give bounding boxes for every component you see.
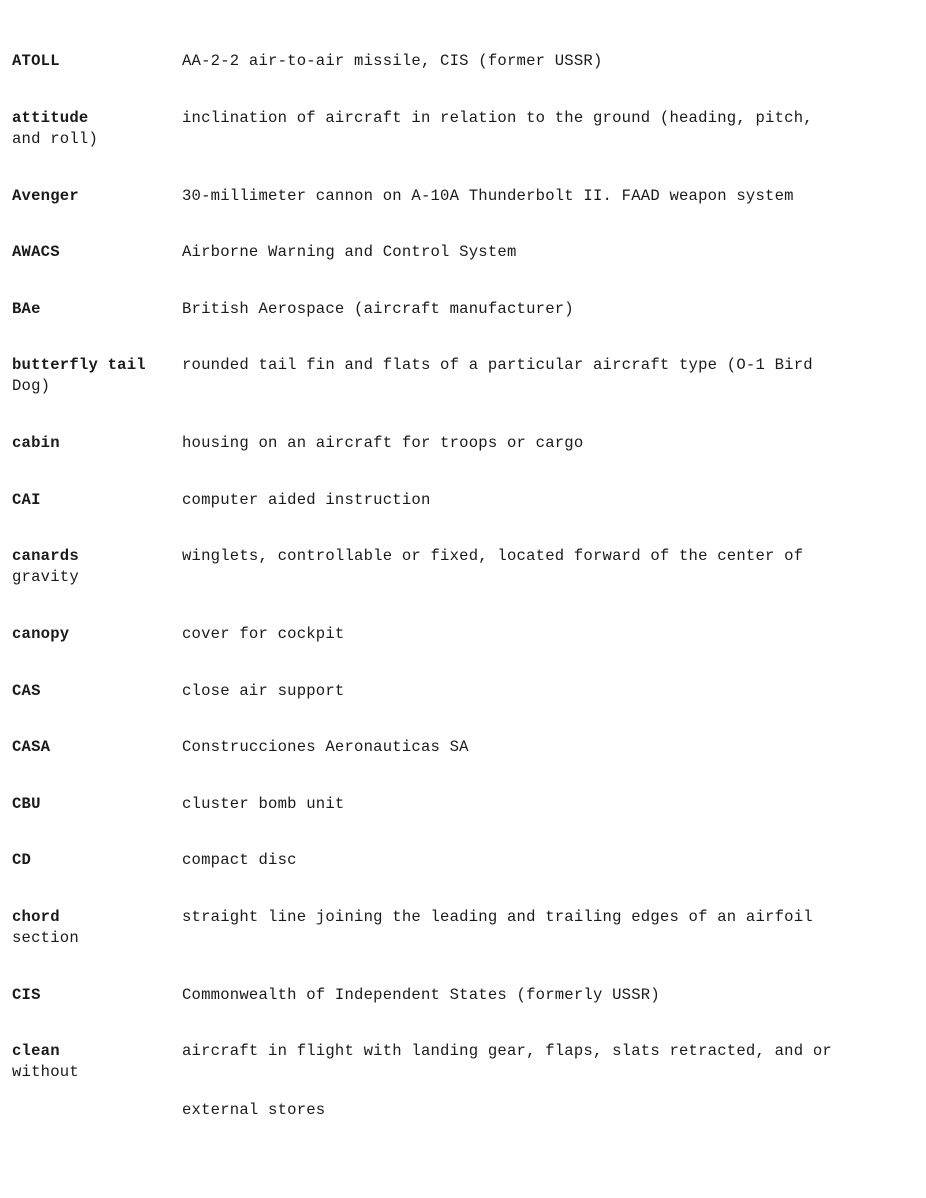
glossary-entry bbox=[12, 547, 912, 625]
glossary-entry bbox=[12, 986, 912, 1043]
glossary-term: canards bbox=[12, 547, 79, 565]
glossary-term: AWACS bbox=[12, 243, 60, 261]
glossary-term: CIS bbox=[12, 985, 41, 1004]
glossary-definition: winglets, controllable or fixed, located forward of the center of bbox=[182, 547, 804, 565]
glossary-entry bbox=[12, 52, 912, 109]
glossary-term: canopy bbox=[12, 625, 70, 643]
glossary-definition: British Aerospace (aircraft manufacturer) bbox=[182, 299, 574, 318]
glossary-term: ATOLL bbox=[12, 52, 60, 70]
glossary-definition: compact disc bbox=[182, 851, 297, 869]
glossary-term: BAe bbox=[12, 299, 41, 318]
glossary-definition: Commonwealth of Independent States (formerly USSR) bbox=[182, 985, 660, 1004]
glossary-term: CD bbox=[12, 851, 32, 869]
glossary-entry bbox=[12, 625, 912, 682]
glossary-entry bbox=[12, 187, 912, 244]
glossary-term: chord bbox=[12, 907, 60, 926]
glossary-definition-continuation: external stores bbox=[182, 1101, 326, 1119]
glossary-entry bbox=[12, 682, 912, 739]
glossary-term: CAS bbox=[12, 681, 41, 700]
glossary-definition-continuation: and roll) bbox=[12, 129, 99, 148]
glossary-entry bbox=[12, 243, 912, 300]
glossary-entry bbox=[12, 1042, 912, 1120]
glossary-definition: cluster bomb unit bbox=[182, 794, 345, 813]
glossary-entry bbox=[12, 109, 912, 187]
glossary-entry bbox=[12, 738, 912, 795]
glossary-term: CASA bbox=[12, 738, 51, 756]
glossary-entry bbox=[12, 434, 912, 491]
glossary-term: cabin bbox=[12, 434, 60, 452]
glossary-definition: rounded tail fin and flats of a particular aircraft type (O-1 Bird bbox=[182, 356, 813, 374]
glossary-entry bbox=[12, 851, 912, 908]
glossary-entry bbox=[12, 908, 912, 986]
glossary-definition-continuation: without bbox=[12, 1063, 79, 1081]
glossary-definition: close air support bbox=[182, 681, 345, 700]
glossary-definition: computer aided instruction bbox=[182, 490, 431, 509]
glossary-definition: Airborne Warning and Control System bbox=[182, 243, 517, 261]
glossary-entry bbox=[12, 795, 912, 852]
glossary-definition-continuation: Dog) bbox=[12, 377, 51, 395]
glossary-definition-continuation: gravity bbox=[12, 568, 79, 586]
glossary-definition: AA-2-2 air-to-air missile, CIS (former USSR) bbox=[182, 52, 603, 70]
glossary-term: CBU bbox=[12, 794, 41, 813]
glossary-definition: inclination of aircraft in relation to the ground (heading, pitch, bbox=[182, 108, 813, 127]
glossary-entry bbox=[12, 491, 912, 548]
glossary-definition: aircraft in flight with landing gear, flaps, slats retracted, and or bbox=[182, 1042, 832, 1060]
glossary-definition: Construcciones Aeronauticas SA bbox=[182, 738, 469, 756]
glossary-term: CAI bbox=[12, 490, 41, 509]
glossary-definition: housing on an aircraft for troops or cargo bbox=[182, 434, 584, 452]
glossary-term: Avenger bbox=[12, 186, 79, 205]
glossary-definition: straight line joining the leading and trailing edges of an airfoil bbox=[182, 907, 813, 926]
glossary-term: attitude bbox=[12, 108, 89, 127]
glossary-term: butterfly tail bbox=[12, 356, 146, 374]
glossary-definition: 30-millimeter cannon on A-10A Thunderbolt II. FAAD weapon system bbox=[182, 186, 794, 205]
glossary-entry bbox=[12, 300, 912, 357]
glossary-entry bbox=[12, 356, 912, 434]
glossary-term: clean bbox=[12, 1042, 60, 1060]
glossary-list bbox=[12, 52, 912, 1120]
glossary-definition: cover for cockpit bbox=[182, 625, 345, 643]
glossary-definition-continuation: section bbox=[12, 928, 79, 947]
